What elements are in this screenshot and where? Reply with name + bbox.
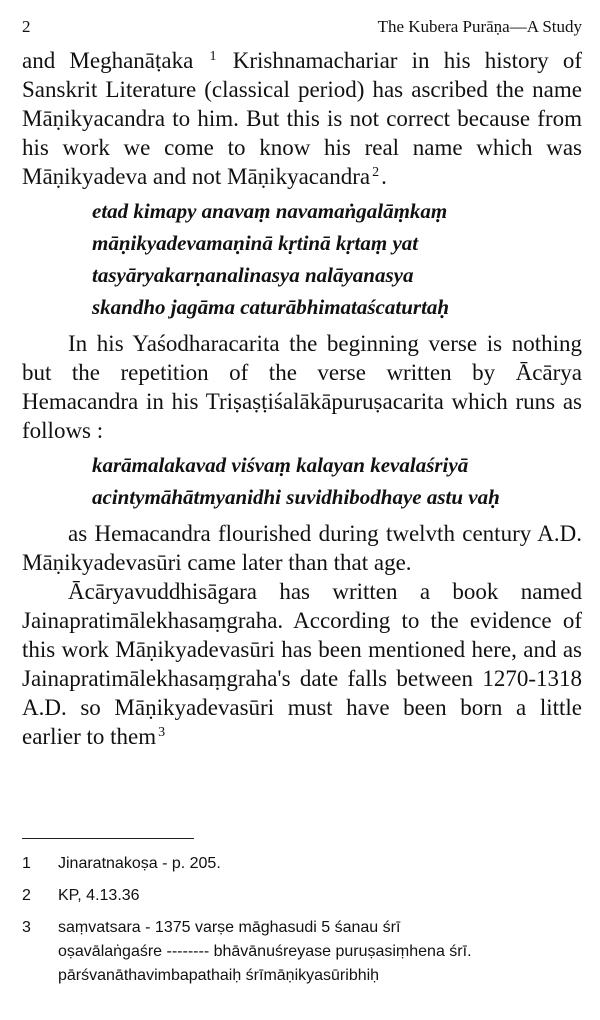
footnote-number: 3 xyxy=(22,919,31,936)
verse-line: etad kimapy anavaṃ navamaṅgalāṃkaṃ xyxy=(92,199,448,223)
page-header xyxy=(22,14,582,40)
body-text xyxy=(22,46,582,751)
verse-line: māṇikyadevamaṇinā kṛtinā kṛtaṃ yat xyxy=(92,231,419,255)
paragraph-4-text: Ācāryavuddhisāgara has written a book named Jainapratimālekhasaṃgraha. According to the evidence of this work Māṇikyadevasūri has been mentioned here, and as Jainapratimālekhasaṃgraha's date falls between 1270-1318 A.D. so Māṇikyadevasūri must have been born a little earlier to them xyxy=(22,579,582,749)
footnote-number: 1 xyxy=(22,855,31,872)
footnote-ref-1: 1 xyxy=(209,49,217,64)
paragraph-1-start: and Meghanāṭaka xyxy=(22,48,194,73)
verse-block-1 xyxy=(22,195,582,323)
paragraph-4 xyxy=(22,577,582,751)
paragraph-1-text: Krishnamachariar in his history of Sanskrit Literature (classical period) has ascribed the name Māṇikyacandra to him. But this is not correct because from his work we come to know his real name which was Māṇikyadeva and not Māṇikyacandra xyxy=(22,48,583,189)
footnote-line: Jinaratnakoṣa - p. 205. xyxy=(58,855,221,872)
footnote-ref-3: 3 xyxy=(158,725,166,740)
footnote-line: oṣavālaṅgaśre -------- bhāvānuśreyase puruṣasiṃhena śrī. xyxy=(58,943,472,960)
footnote-1 xyxy=(22,852,582,876)
verse-line: tasyāryakarṇanalinasya nalāyanasya xyxy=(92,263,414,287)
paragraph-1-end: . xyxy=(381,164,387,189)
footnote-number: 2 xyxy=(22,887,31,904)
page-number: 2 xyxy=(22,17,31,36)
running-title: The Kubera Purāṇa—A Study xyxy=(377,17,582,36)
footnote-2 xyxy=(22,884,582,908)
footnote-line: saṃvatsara - 1375 varṣe māghasudi 5 śanau śrī xyxy=(58,919,401,936)
paragraph-3: as Hemacandra flourished during twelvth century A.D. Māṇikyadevasūri came later than that age. xyxy=(22,521,582,575)
footnote-line: pārśvanāthavimbapathaiḥ śrīmāṇikyasūribhiḥ xyxy=(58,967,380,984)
footnote-3 xyxy=(22,916,582,988)
verse-line: karāmalakavad viśvaṃ kalayan kevalaśriyā xyxy=(92,453,469,477)
paragraph-2: In his Yaśodharacarita the beginning verse is nothing but the repetition of the verse written by Ācārya Hemacandra in his Triṣaṣṭiśalākāpuruṣacarita which runs as follows : xyxy=(22,331,582,443)
verse-block-2 xyxy=(22,449,582,513)
verse-line: skandho jagāma caturābhimataścaturtaḥ xyxy=(92,295,450,319)
footnote-ref-2: 2 xyxy=(372,165,380,180)
footnote-line: KP, 4.13.36 xyxy=(58,887,140,904)
footnotes xyxy=(22,852,582,996)
verse-line: acintymāhātmyanidhi suvidhibodhaye astu vaḥ xyxy=(92,485,500,509)
footnote-divider xyxy=(22,838,194,839)
paragraph-1 xyxy=(22,46,582,191)
